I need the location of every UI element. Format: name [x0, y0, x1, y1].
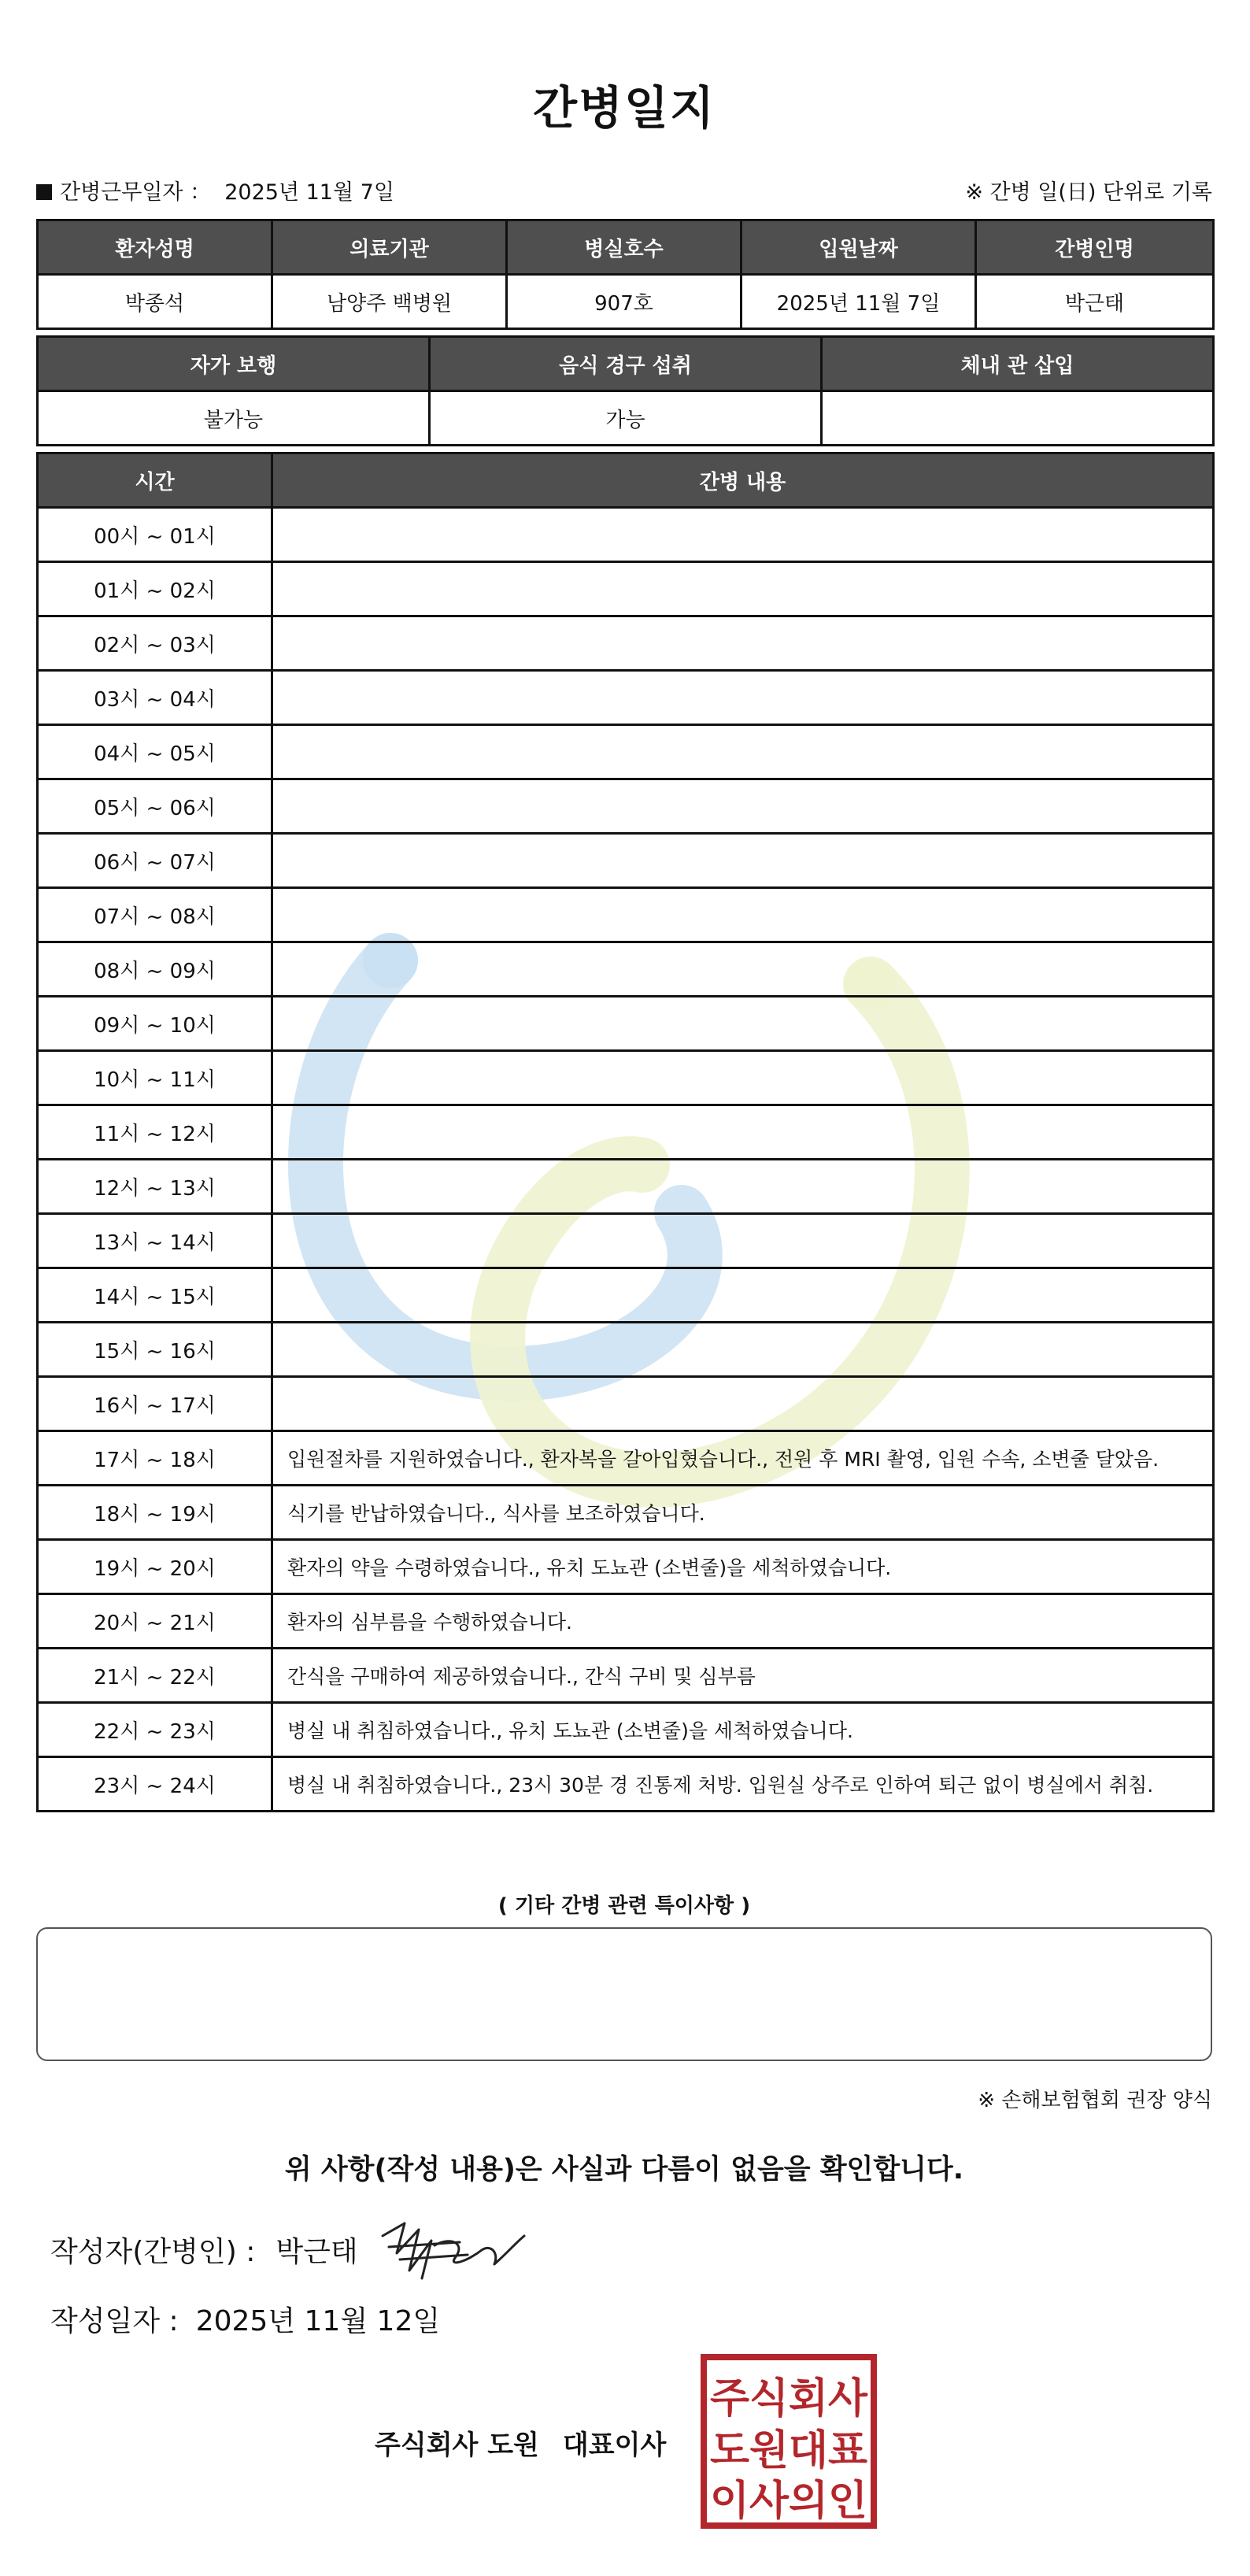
time-slot: 00시 ~ 01시	[38, 508, 272, 562]
care-content: 간식을 구매하여 제공하였습니다., 간식 구비 및 심부름	[272, 1649, 1214, 1703]
time-slot: 10시 ~ 11시	[38, 1051, 272, 1105]
care-content	[272, 834, 1214, 888]
header-care-content: 간병 내용	[272, 453, 1214, 508]
company-name: 주식회사 도원	[375, 2430, 539, 2461]
time-slot: 23시 ~ 24시	[38, 1757, 272, 1812]
table-row	[38, 725, 1214, 779]
care-content: 입원절차를 지원하였습니다., 환자복을 갈아입혔습니다., 전원 후 MRI 촬영, 입원 수속, 소변줄 달았음.	[272, 1431, 1214, 1486]
table-row	[38, 888, 1214, 942]
table-row	[38, 834, 1214, 888]
square-bullet-icon	[36, 184, 52, 200]
care-content	[272, 1160, 1214, 1214]
time-slot: 11시 ~ 12시	[38, 1105, 272, 1160]
table-row	[38, 671, 1214, 725]
table-row	[38, 508, 1214, 562]
table-row	[38, 1377, 1214, 1431]
table-row	[38, 997, 1214, 1051]
written-date-line	[50, 2299, 440, 2339]
ceo-title: 대표이사	[562, 2430, 667, 2461]
time-slot: 16시 ~ 17시	[38, 1377, 272, 1431]
time-slot: 13시 ~ 14시	[38, 1214, 272, 1268]
recommendation-note: ※ 손해보험협회 권장 양식	[978, 2089, 1212, 2112]
table-row	[38, 1594, 1214, 1649]
header-caregiver-name: 간병인명	[976, 220, 1214, 275]
hourly-care-log-table	[36, 452, 1215, 1812]
care-content	[272, 1377, 1214, 1431]
care-content	[272, 942, 1214, 997]
care-content	[272, 997, 1214, 1051]
header-tube-insertion: 체내 관 삽입	[822, 337, 1214, 391]
header-patient-name: 환자성명	[38, 220, 272, 275]
seal-line-2: 도원대표	[710, 2427, 867, 2474]
confirmation-statement: 위 사항(작성 내용)은 사실과 다름이 없음을 확인합니다.	[284, 2154, 964, 2186]
document-title: 간병일지	[532, 81, 716, 135]
table-row	[38, 1757, 1214, 1812]
header-self-walking: 자가 보행	[38, 337, 430, 391]
work-date-value: 2025년 11월 7일	[224, 180, 394, 205]
company-seal-stamp	[699, 2352, 878, 2530]
care-content	[272, 616, 1214, 671]
writer-label: 작성자(간병인) :	[50, 2236, 256, 2268]
table-row	[38, 1540, 1214, 1594]
admission-date: 2025년 11월 7일	[741, 275, 976, 329]
work-date-label: 간병근무일자 ：	[60, 180, 212, 205]
table-row	[38, 779, 1214, 834]
time-slot: 06시 ~ 07시	[38, 834, 272, 888]
header-hospital: 의료기관	[272, 220, 507, 275]
table-row	[38, 616, 1214, 671]
care-content	[272, 1323, 1214, 1377]
time-slot: 04시 ~ 05시	[38, 725, 272, 779]
care-content: 병실 내 취침하였습니다., 유치 도뇨관 (소변줄)을 세척하였습니다.	[272, 1703, 1214, 1757]
table-row	[38, 1649, 1214, 1703]
table-row	[38, 1105, 1214, 1160]
time-slot: 02시 ~ 03시	[38, 616, 272, 671]
daily-record-note: ※ 간병 일(日) 단위로 기록	[965, 180, 1212, 205]
table-row	[38, 1486, 1214, 1540]
patient-name: 박종석	[38, 275, 272, 329]
writer-line	[50, 2230, 358, 2270]
time-slot: 18시 ~ 19시	[38, 1486, 272, 1540]
tube-insertion-value	[822, 391, 1214, 446]
care-content: 환자의 심부름을 수행하였습니다.	[272, 1594, 1214, 1649]
time-slot: 14시 ~ 15시	[38, 1268, 272, 1323]
table-row	[38, 1703, 1214, 1757]
seal-line-1: 주식회사	[710, 2375, 868, 2422]
table-row	[38, 1214, 1214, 1268]
header-admission-date: 입원날짜	[741, 220, 976, 275]
seal-line-3: 이사의인	[710, 2478, 867, 2525]
time-slot: 21시 ~ 22시	[38, 1649, 272, 1703]
time-slot: 08시 ~ 09시	[38, 942, 272, 997]
table-row	[38, 1323, 1214, 1377]
oral-intake-value: 가능	[430, 391, 822, 446]
care-content	[272, 508, 1214, 562]
table-row	[38, 562, 1214, 616]
special-notes-box	[36, 1927, 1212, 2061]
self-walking-value: 불가능	[38, 391, 430, 446]
care-content	[272, 1214, 1214, 1268]
header-time: 시간	[38, 453, 272, 508]
hospital-name: 남양주 백병원	[272, 275, 507, 329]
time-slot: 19시 ~ 20시	[38, 1540, 272, 1594]
care-content: 병실 내 취침하였습니다., 23시 30분 경 진통제 처방. 입원실 상주로 인하여 퇴근 없이 병실에서 취침.	[272, 1757, 1214, 1812]
time-slot: 03시 ~ 04시	[38, 671, 272, 725]
care-content	[272, 562, 1214, 616]
time-slot: 15시 ~ 16시	[38, 1323, 272, 1377]
time-slot: 09시 ~ 10시	[38, 997, 272, 1051]
company-line	[375, 2423, 666, 2462]
header-room-number: 병실호수	[507, 220, 741, 275]
table-row	[38, 1051, 1214, 1105]
care-content: 환자의 약을 수령하였습니다., 유치 도뇨관 (소변줄)을 세척하였습니다.	[272, 1540, 1214, 1594]
time-slot: 20시 ~ 21시	[38, 1594, 272, 1649]
caregiver-name: 박근태	[976, 275, 1214, 329]
time-slot: 22시 ~ 23시	[38, 1703, 272, 1757]
time-slot: 12시 ~ 13시	[38, 1160, 272, 1214]
table-row	[38, 1431, 1214, 1486]
care-content	[272, 725, 1214, 779]
written-date-label: 작성일자 :	[50, 2305, 179, 2337]
header-oral-intake: 음식 경구 섭취	[430, 337, 822, 391]
care-content: 식기를 반납하였습니다., 식사를 보조하였습니다.	[272, 1486, 1214, 1540]
handwritten-signature	[373, 2212, 531, 2288]
patient-info-table	[36, 219, 1215, 330]
written-date-value: 2025년 11월 12일	[195, 2305, 441, 2337]
time-slot: 17시 ~ 18시	[38, 1431, 272, 1486]
patient-status-table	[36, 335, 1215, 446]
time-slot: 05시 ~ 06시	[38, 779, 272, 834]
time-slot: 07시 ~ 08시	[38, 888, 272, 942]
care-content	[272, 1051, 1214, 1105]
room-number: 907호	[507, 275, 741, 329]
writer-name: 박근태	[276, 2236, 358, 2268]
time-slot: 01시 ~ 02시	[38, 562, 272, 616]
care-content	[272, 1268, 1214, 1323]
care-content	[272, 1105, 1214, 1160]
notes-title: ( 기타 간병 관련 특이사항 )	[497, 1894, 751, 1918]
work-date-line	[36, 175, 394, 205]
table-row	[38, 1268, 1214, 1323]
care-content	[272, 888, 1214, 942]
care-content	[272, 779, 1214, 834]
table-row	[38, 1160, 1214, 1214]
table-row	[38, 942, 1214, 997]
care-content	[272, 671, 1214, 725]
